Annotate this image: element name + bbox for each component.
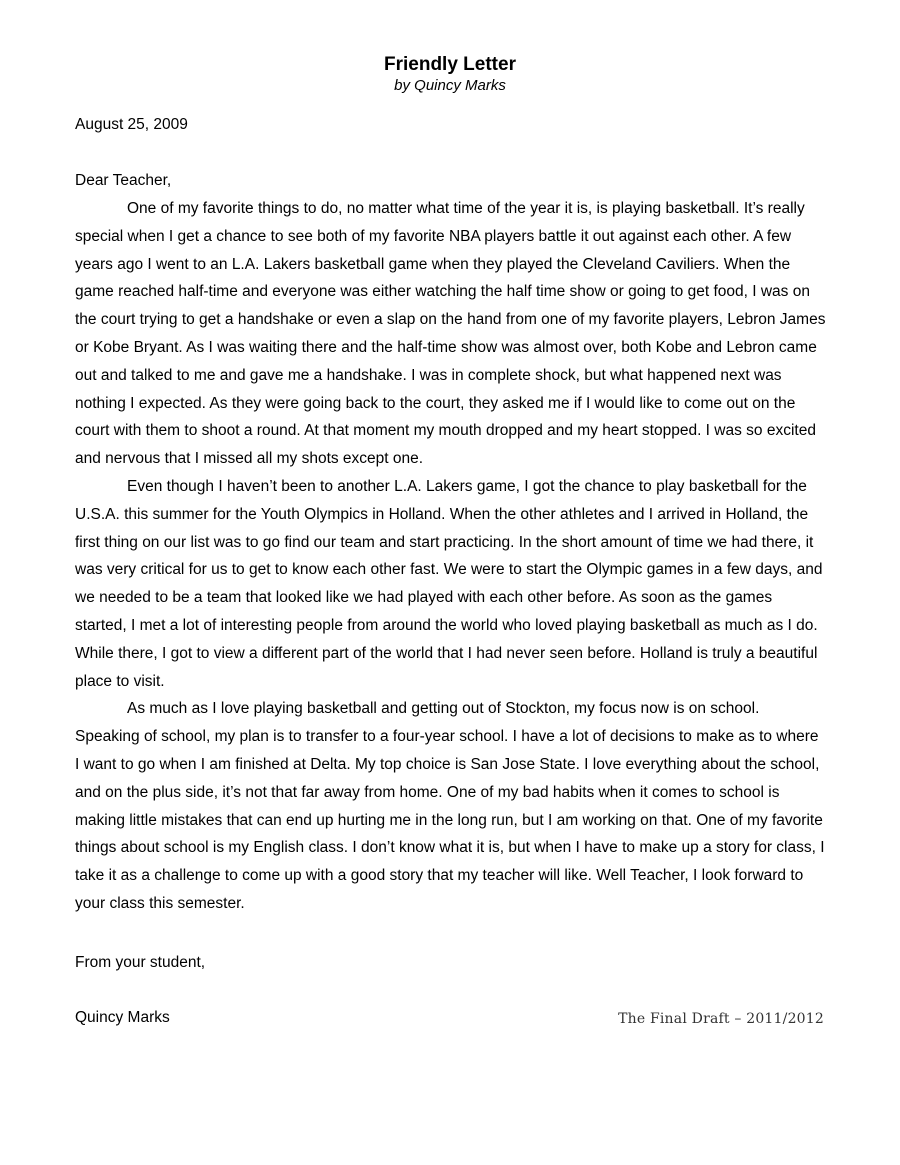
letter-body <box>75 195 827 918</box>
footer-label: The Final Draft – 2011/2012 <box>618 1011 824 1027</box>
letter-closing: From your student, <box>75 954 206 971</box>
letter-byline: by Quincy Marks <box>394 77 506 94</box>
letter-date: August 25, 2009 <box>75 116 188 133</box>
body-paragraph-3: As much as I love playing basketball and getting out of Stockton, my focus now is on school. Speaking of school, my plan is to transfer to a four-year school. I have a lot of decisions to make as to where I want to go when I am finished at Delta. My top choice is San Jose State. I love everything about the school, and on the plus side, it’s not that far away from home. One of my bad habits when it comes to school is making little mistakes that can end up hurting me in the long run, but I am working on that. One of my favorite things about school is my English class. I don’t know what it is, but when I have to make up a story for class, I take it as a challenge to come up with a good story that my teacher will like. Well Teacher, I look forward to your class this semester. <box>75 700 825 912</box>
letter-signature: Quincy Marks <box>75 1009 170 1026</box>
letter-title: Friendly Letter <box>384 54 516 75</box>
body-paragraph-2: Even though I haven’t been to another L.A. Lakers game, I got the chance to play basketball for the U.S.A. this summer for the Youth Olympics in Holland. When the other athletes and I arrived in Holland, the first thing on our list was to go find our team and start practicing. In the short amount of time we had there, it was very critical for us to get to know each other fast. We were to start the Olympic games in a few days, and we needed to be a team that looked like we had played with each other before. As soon as the games started, I met a lot of interesting people from around the world who loved playing basketball as much as I do. While there, I got to view a different part of the world that I had never seen before. Holland is truly a beautiful place to visit. <box>75 477 823 690</box>
letter-greeting: Dear Teacher, <box>75 172 172 189</box>
body-paragraph-1: One of my favorite things to do, no matter what time of the year it is, is playing basketball. It’s really special when I get a chance to see both of my favorite NBA players battle it out against each other. A few years ago I went to an L.A. Lakers basketball game when they played the Cleveland Caviliers. When the game reached half-time and everyone was either watching the half time show or going to get food, I was on the court trying to get a handshake or even a slap on the hand from one of my favorite players, Lebron James or Kobe Bryant. As I was waiting there and the half-time show was almost over, both Kobe and Lebron came out and talked to me and gave me a handshake. I was in complete shock, but what happened next was nothing I expected. As they were going back to the court, they asked me if I would like to come out on the court with them to shoot a round. At that moment my mouth dropped and my heart stopped. I was so excited and nervous that I missed all my shots except one. <box>75 200 826 468</box>
